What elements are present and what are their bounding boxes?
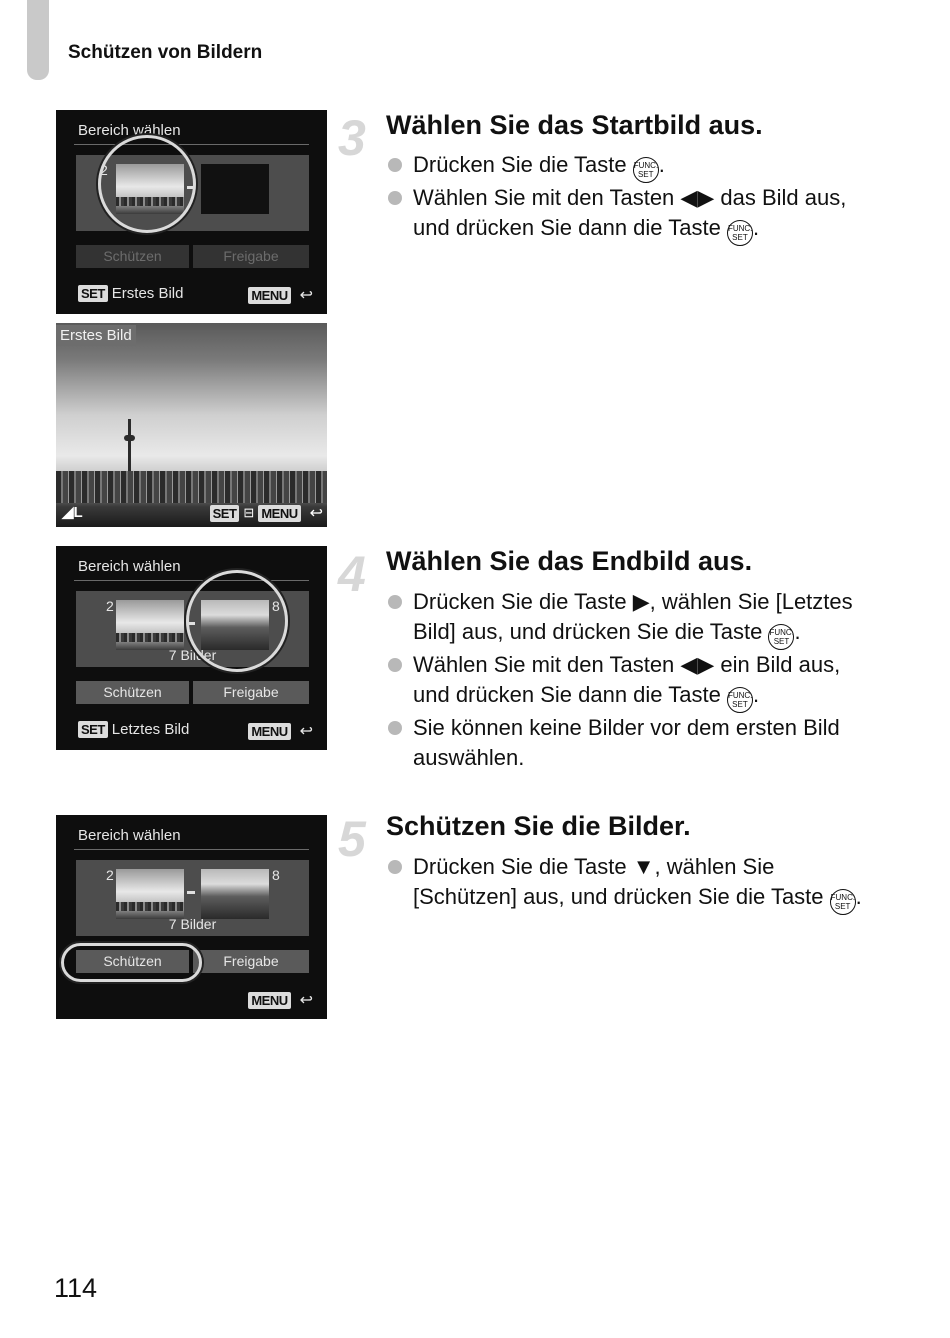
step-heading: Wählen Sie das Endbild aus. [386,546,753,576]
step-bullets [386,852,876,915]
bullet-text: Drücken Sie die Taste [413,589,633,614]
end-thumbnail-empty [201,164,269,214]
bullet-text-end: . [752,682,760,707]
func-set-icon: FUNC. SET [727,220,753,246]
bullet-text: das Bild aus, und drücken Sie dann die Taste [413,185,847,240]
photo-label: Erstes Bild [56,325,136,346]
selection-outline [61,943,202,982]
protect-button: Schützen [76,950,189,973]
footer-label: Erstes Bild [111,285,184,302]
skyline-shape [56,471,327,503]
step-number: 4 [338,546,366,602]
return-icon: ↩ [299,992,313,1009]
unprotect-button: Freigabe [193,245,309,268]
page-number: 114 [54,1273,98,1303]
step-heading: Schützen Sie die Bilder. [386,811,691,841]
divider [74,849,309,850]
menu-key-icon: MENU [248,287,290,304]
unprotect-button: Freigabe [193,681,309,704]
unprotect-button: Freigabe [193,950,309,973]
bullet-text: , wählen Sie [Letztes Bild] aus, und drücken Sie die Taste [413,589,853,644]
bullet-item [386,713,876,773]
camera-screen-protect [56,815,327,1019]
screen-footer-right [248,721,313,741]
func-set-icon: FUNC. SET [768,624,794,650]
menu-key-icon: MENU [248,723,290,740]
bullet-text-end: . [752,215,760,240]
bullet-text: Drücken Sie die Taste [413,854,633,879]
left-right-arrows-icon: ◀▶ [680,185,715,210]
left-right-arrows-icon: ◀▶ [680,652,715,677]
down-arrow-icon: ▼ [632,854,655,879]
start-number: 2 [106,598,114,614]
bullet-text: Wählen Sie mit den Tasten [413,652,681,677]
range-panel [76,860,309,936]
section-title: Schützen von Bildern [68,42,263,63]
camera-photo-screen [56,323,327,527]
jump-icon: ⊟ [243,505,255,520]
bullet-item [386,183,876,246]
bullet-text: Wählen Sie mit den Tasten [413,185,681,210]
tower-pod-shape [124,435,135,441]
range-dash [187,891,195,894]
selection-circle [98,135,196,233]
image-count: 7 Bilder [168,916,217,932]
bullet-text-end: . [794,619,801,644]
start-thumbnail [116,869,184,919]
divider [74,144,309,145]
selection-circle [186,570,288,672]
image-count: 7 Bilder [168,647,217,663]
end-number: 8 [272,598,280,614]
step-number: 5 [338,811,366,867]
photo-controls [210,503,323,523]
screen-title: Bereich wählen [78,558,181,575]
end-number: 8 [272,867,280,883]
page-tab-marker [27,0,49,80]
step-bullets [386,150,876,246]
func-set-icon: FUNC. SET [830,889,856,915]
return-icon: ↩ [299,287,313,304]
screen-title: Bereich wählen [78,122,181,139]
set-key-icon: SET [78,285,108,302]
func-set-icon: FUNC. SET [633,157,659,183]
step-heading: Wählen Sie das Startbild aus. [386,110,763,140]
bullet-text: Sie können keine Bilder vor dem ersten Bild auswählen. [413,715,840,770]
screen-footer-right [248,285,313,305]
menu-key-icon: MENU [248,992,290,1009]
right-arrow-icon: ▶ [632,589,650,614]
divider [74,580,309,581]
image-size-icon: ◢L [62,504,83,521]
bullet-text: , wählen Sie [Schützen] aus, und drücken Sie die Taste [413,854,830,909]
start-thumbnail [116,600,184,650]
step-bullets [386,587,876,773]
screen-title: Bereich wählen [78,827,181,844]
footer-label: Letztes Bild [111,721,190,738]
bullet-text: Drücken Sie die Taste [413,152,633,177]
camera-screen-start [56,110,327,314]
menu-key-icon: MENU [258,505,300,522]
bullet-item [386,852,876,915]
end-thumbnail [201,869,269,919]
return-icon: ↩ [299,723,313,740]
bullet-text: ein Bild aus, und drücken Sie dann die Taste [413,652,841,707]
screen-footer-right [248,990,313,1010]
set-key-icon: SET [78,721,108,738]
screen-footer-left [78,721,189,738]
bullet-item [386,650,876,713]
func-set-icon: FUNC. SET [727,687,753,713]
bullet-item [386,587,876,650]
bullet-text-end: . [658,152,665,177]
set-key-icon: SET [210,505,240,522]
protect-button: Schützen [76,245,189,268]
start-number: 2 [106,867,114,883]
protect-button: Schützen [76,681,189,704]
start-number: 2 [100,162,108,178]
camera-screen-end [56,546,327,750]
return-icon: ↩ [309,505,323,522]
bullet-text-end: . [855,884,862,909]
bullet-item [386,150,876,183]
step-number: 3 [338,110,366,166]
screen-footer-left [78,285,184,302]
